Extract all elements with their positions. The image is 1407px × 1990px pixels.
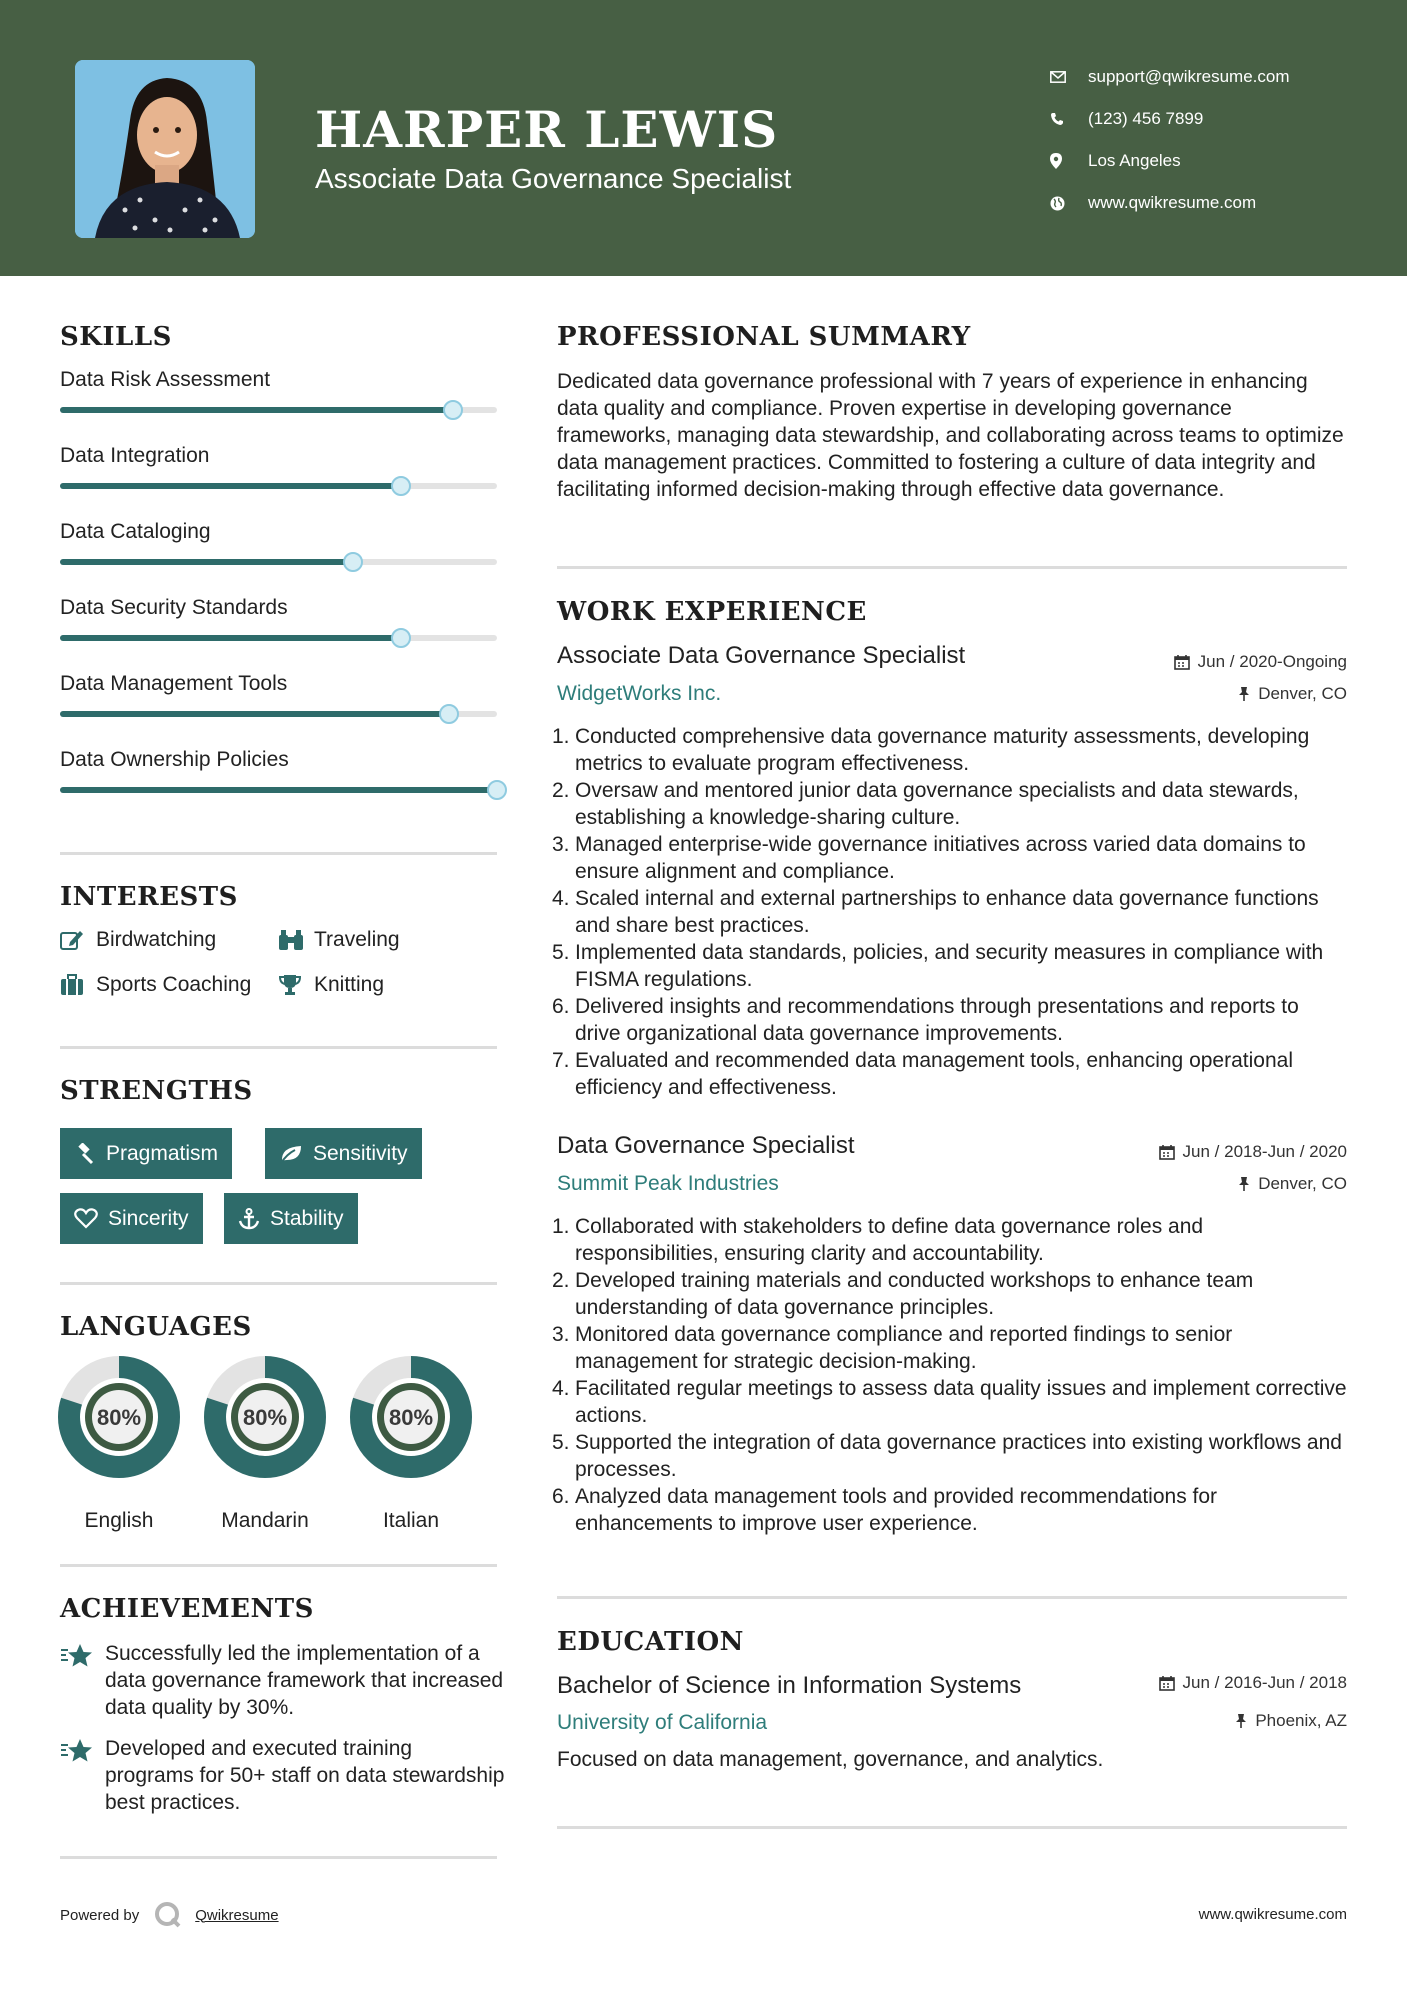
contact-phone-text: (123) 456 7899 [1088, 109, 1204, 128]
gavel-icon [74, 1143, 96, 1165]
edit-icon [60, 929, 96, 951]
strength-label: Sensitivity [313, 1141, 408, 1165]
candidate-role: Associate Data Governance Specialist [315, 163, 792, 194]
interest-item [60, 973, 251, 997]
skill-item [60, 520, 500, 544]
job-dates-text: Jun / 2018-Jun / 2020 [1182, 1142, 1347, 1161]
skill-bar-fill [60, 407, 453, 413]
list-item: 1. Conducted comprehensive data governance maturity assessments, developing metrics to evaluate program effectiveness. [552, 725, 1310, 775]
strength-badge [224, 1193, 358, 1244]
contact-email-text: support@qwikresume.com [1088, 67, 1290, 86]
skill-bar-track [60, 787, 497, 793]
qwikresume-logo-icon [153, 1900, 183, 1930]
envelope-icon [1050, 71, 1088, 83]
education-heading: EDUCATION [557, 1627, 744, 1657]
language-item [203, 1355, 327, 1532]
briefcase-icon [60, 974, 96, 996]
section-divider [60, 1856, 497, 1859]
job-dates [1174, 652, 1347, 672]
pushpin-icon [1235, 1713, 1247, 1729]
duty-text: Oversaw and mentored junior data governance specialists and data stewards, establishing a knowledge-sharing culture. [575, 779, 1299, 829]
interest-label: Sports Coaching [96, 973, 252, 996]
company-name: WidgetWorks Inc. [557, 682, 722, 705]
strength-badge [60, 1193, 203, 1244]
interest-label: Traveling [314, 928, 400, 951]
strength-badge [60, 1128, 232, 1179]
language-item [57, 1355, 181, 1532]
list-item: 6. Analyzed data management tools and provided recommendations for enhancements to improve user experience. [552, 1485, 1218, 1535]
calendar-icon [1159, 1675, 1175, 1691]
language-percent: 80% [242, 1405, 288, 1430]
interest-item [278, 928, 400, 952]
language-percent: 80% [388, 1405, 434, 1430]
job-duties-list [552, 1213, 1347, 1537]
skill-item [60, 444, 500, 468]
list-item: 5. Implemented data standards, policies, and security measures in compliance with FISMA regulations. [552, 941, 1324, 991]
list-item: 5. Supported the integration of data governance practices into existing workflows and processes. [552, 1431, 1342, 1481]
summary-heading: PROFESSIONAL SUMMARY [557, 322, 971, 352]
achievement-text: Successfully led the implementation of a data governance framework that increased data quality by 30%. [105, 1642, 504, 1719]
languages-heading: LANGUAGES [60, 1312, 252, 1342]
job-location-text: Denver, CO [1258, 684, 1347, 703]
job-location [1238, 684, 1347, 704]
education-dates [1159, 1673, 1347, 1693]
degree-title: Bachelor of Science in Information Systems [557, 1672, 1022, 1699]
footer-powered-by [60, 1900, 279, 1930]
skill-bar-knob [391, 628, 411, 648]
skill-item [60, 748, 500, 772]
education-location-text: Phoenix, AZ [1255, 1711, 1347, 1730]
strengths-heading: STRENGTHS [60, 1076, 253, 1106]
duty-text: Monitored data governance compliance and reported findings to senior management for strategic decision-making. [575, 1323, 1233, 1373]
skill-bar-fill [60, 559, 353, 565]
language-donut [57, 1355, 181, 1479]
skill-bar-fill [60, 483, 401, 489]
skill-bar-knob [443, 400, 463, 420]
strength-label: Pragmatism [106, 1141, 219, 1165]
skill-bar-fill [60, 711, 449, 717]
footer-website[interactable]: www.qwikresume.com [1198, 1906, 1347, 1923]
globe-icon [1050, 196, 1088, 211]
binoculars-icon [278, 929, 314, 951]
list-item: 4. Scaled internal and external partnerships to enhance data governance functions and share best practices. [552, 887, 1319, 937]
trophy-icon [278, 974, 314, 996]
section-divider [557, 1826, 1347, 1829]
interest-item [278, 973, 384, 997]
duty-text: Implemented data standards, policies, and security measures in compliance with FISMA regulations. [575, 941, 1324, 991]
contact-email[interactable] [1050, 56, 1290, 98]
list-item: 3. Monitored data governance compliance and reported findings to senior management for strategic decision-making. [552, 1323, 1233, 1373]
leaf-icon [279, 1144, 303, 1164]
skill-label: Data Management Tools [60, 672, 288, 695]
qwikresume-link[interactable]: Qwikresume [195, 1906, 279, 1924]
skill-bar-track [60, 483, 497, 489]
section-divider [60, 1046, 497, 1049]
pushpin-icon [1238, 686, 1250, 702]
achievements-heading: ACHIEVEMENTS [60, 1594, 314, 1624]
skill-bar-fill [60, 635, 401, 641]
work-heading: WORK EXPERIENCE [557, 597, 867, 627]
duty-text: Collaborated with stakeholders to define data governance roles and responsibilities, ensuring clarity and accountability. [575, 1215, 1204, 1265]
list-item: 2. Developed training materials and conducted workshops to enhance team understanding of data governance principles. [552, 1269, 1254, 1319]
strength-label: Sincerity [108, 1206, 189, 1230]
duty-text: Supported the integration of data governance practices into existing workflows and processes. [575, 1431, 1342, 1481]
language-item [349, 1355, 473, 1532]
contact-list [1050, 56, 1290, 224]
strength-label: Stability [270, 1206, 344, 1230]
list-item: 7. Evaluated and recommended data management tools, enhancing operational efficiency and effectiveness. [552, 1049, 1293, 1099]
education-location [1235, 1711, 1347, 1731]
list-item: 4. Facilitated regular meetings to assess data quality issues and implement corrective actions. [552, 1377, 1347, 1427]
skill-bar-knob [391, 476, 411, 496]
interest-label: Birdwatching [96, 928, 217, 951]
phone-icon [1050, 112, 1088, 126]
skill-bar-knob [487, 780, 507, 800]
education-description: Focused on data management, governance, and analytics. [557, 1748, 1104, 1771]
duty-text: Developed training materials and conducted workshops to enhance team understanding of data governance principles. [575, 1269, 1254, 1319]
contact-location-text: Los Angeles [1088, 151, 1181, 170]
section-divider [60, 1282, 497, 1285]
duty-text: Scaled internal and external partnerships to enhance data governance functions and share best practices. [575, 887, 1319, 937]
job-location [1238, 1174, 1347, 1194]
resume-header [0, 0, 1407, 276]
section-divider [557, 1596, 1347, 1599]
education-dates-text: Jun / 2016-Jun / 2018 [1182, 1673, 1347, 1692]
powered-by-text: Powered by [60, 1906, 140, 1924]
interest-label: Knitting [314, 973, 385, 996]
job-title: Associate Data Governance Specialist [557, 642, 966, 669]
skill-bar-fill [60, 787, 497, 793]
skill-label: Data Security Standards [60, 596, 288, 619]
duty-text: Managed enterprise-wide governance initiatives across varied data domains to ensure alignment and compliance. [575, 833, 1306, 883]
section-divider [60, 1564, 497, 1567]
job-duties-list [552, 723, 1347, 1101]
skill-label: Data Risk Assessment [60, 368, 271, 391]
job-location-text: Denver, CO [1258, 1174, 1347, 1193]
job-dates-text: Jun / 2020-Ongoing [1197, 652, 1347, 671]
skill-item [60, 368, 500, 392]
list-item: 2. Oversaw and mentored junior data governance specialists and data stewards, establishing a knowledge-sharing culture. [552, 779, 1299, 829]
profile-photo [75, 60, 255, 238]
language-donut [349, 1355, 473, 1479]
skill-bar-track [60, 635, 497, 641]
language-label: Italian [382, 1509, 440, 1532]
contact-location [1050, 140, 1290, 182]
school-name: University of California [557, 1711, 768, 1734]
list-item: 3. Managed enterprise-wide governance initiatives across varied data domains to ensure alignment and compliance. [552, 833, 1306, 883]
skill-item [60, 596, 500, 620]
skill-bar-knob [343, 552, 363, 572]
list-item: 1. Collaborated with stakeholders to define data governance roles and responsibilities, ensuring clarity and accountability. [552, 1215, 1204, 1265]
skill-label: Data Ownership Policies [60, 748, 289, 771]
calendar-icon [1174, 654, 1190, 670]
section-divider [60, 852, 497, 855]
star-icon [60, 1737, 94, 1770]
summary-text: Dedicated data governance professional with 7 years of experience in enhancing data quality and compliance. Proven expertise in developing governance frameworks, managing data stewardship, and collaborating across teams to optimize data management practices. Committed to fostering a culture of data integrity and facilitating informed decision-making through effective data governance. [557, 370, 1344, 501]
job-dates [1159, 1142, 1347, 1162]
interest-item [60, 928, 216, 952]
strength-badge [265, 1128, 422, 1179]
skill-bar-track [60, 711, 497, 717]
skill-item [60, 672, 500, 696]
star-icon [60, 1642, 94, 1675]
section-divider [557, 566, 1347, 569]
pushpin-icon [1238, 1176, 1250, 1192]
interests-heading: INTERESTS [60, 882, 238, 912]
duty-text: Conducted comprehensive data governance maturity assessments, developing metrics to evaluate program effectiveness. [575, 725, 1310, 775]
duty-text: Evaluated and recommended data management tools, enhancing operational efficiency and effectiveness. [575, 1049, 1293, 1099]
duty-text: Delivered insights and recommendations through presentations and reports to drive organizational data governance improvements. [575, 995, 1299, 1045]
language-donut [203, 1355, 327, 1479]
contact-website-text: www.qwikresume.com [1088, 193, 1257, 212]
skill-bar-track [60, 559, 497, 565]
heart-icon [74, 1208, 98, 1229]
duty-text: Analyzed data management tools and provided recommendations for enhancements to improve user experience. [575, 1485, 1218, 1535]
skill-label: Data Integration [60, 444, 210, 467]
language-percent: 80% [96, 1405, 142, 1430]
achievement-text: Developed and executed training programs for 50+ staff on data stewardship best practices. [105, 1737, 505, 1814]
candidate-name: HARPER LEWIS [315, 100, 779, 159]
calendar-icon [1159, 1144, 1175, 1160]
company-name: Summit Peak Industries [557, 1172, 779, 1195]
contact-phone[interactable] [1050, 98, 1290, 140]
job-title: Data Governance Specialist [557, 1132, 855, 1159]
language-label: English [84, 1509, 154, 1532]
duty-text: Facilitated regular meetings to assess data quality issues and implement corrective actions. [575, 1377, 1347, 1427]
skills-heading: SKILLS [60, 322, 172, 352]
anchor-icon [238, 1208, 260, 1230]
contact-website[interactable] [1050, 182, 1290, 224]
map-pin-icon [1050, 153, 1088, 169]
language-label: Mandarin [221, 1509, 309, 1532]
skill-label: Data Cataloging [60, 520, 211, 543]
skill-bar-knob [439, 704, 459, 724]
list-item: 6. Delivered insights and recommendations through presentations and reports to drive organizational data governance improvements. [552, 995, 1299, 1045]
skill-bar-track [60, 407, 497, 413]
